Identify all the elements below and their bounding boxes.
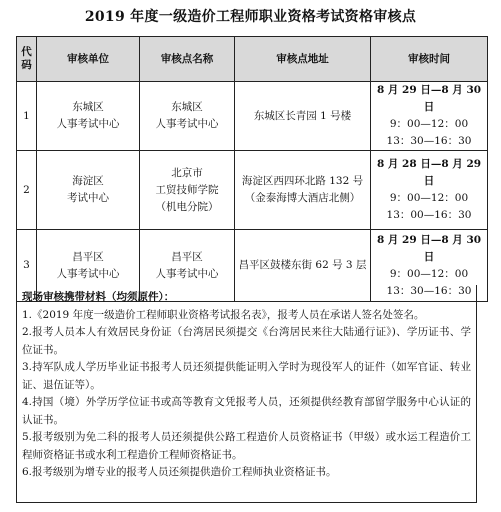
row-date: 8 月 29 日—8 月 30 日 (376, 84, 482, 113)
row-code: 1 (17, 82, 37, 151)
header-time: 审核时间 (371, 37, 488, 82)
row-point-name: 东城区 人事考试中心 (140, 82, 235, 151)
row-address: 东城区长青园 1 号楼 (235, 82, 371, 151)
row-code: 3 (17, 230, 37, 302)
table-row (17, 151, 488, 230)
materials-section (16, 285, 477, 503)
row-afternoon: 13：30—16：30 (386, 135, 472, 147)
materials-item: 2.报考人员本人有效居民身份证（台湾居民须提交《台湾居民来往大陆通行证》)、学历证书、学位证书。 (22, 326, 471, 356)
table-header-row (17, 37, 488, 82)
row-date: 8 月 29 日—8 月 30 日 (376, 233, 482, 263)
header-code (17, 37, 37, 82)
page-title: 2019 年度一级造价工程师职业资格考试资格审核点 (84, 9, 417, 25)
row-unit: 昌平区 人事考试中心 (37, 230, 140, 302)
row-unit: 海淀区 考试中心 (37, 151, 140, 230)
row-address: 昌平区鼓楼东街 62 号 3 层 (235, 230, 371, 302)
row-morning: 9：00—12：00 (389, 192, 469, 204)
row-afternoon: 13：30—16：30 (386, 284, 472, 297)
row-unit: 东城区 人事考试中心 (37, 82, 140, 151)
row-code: 2 (17, 151, 37, 230)
table-row (17, 82, 488, 151)
header-point-name: 审核点名称 (140, 37, 235, 82)
row-afternoon: 13：00—16：30 (386, 209, 472, 221)
row-point-name: 昌平区 人事考试中心 (140, 230, 235, 302)
row-time (371, 82, 488, 151)
row-date: 8 月 28 日—8 月 29 日 (376, 158, 482, 187)
materials-item: 1.《2019 年度一级造价工程师职业资格考试报名表》，报考人员在承诺人签名处签名。 (22, 308, 425, 321)
materials-item: 5.报考级别为免二科的报考人员还须提供公路工程造价人员资格证书（甲级）或水运工程造价工程师资格证书或水利工程造价工程师资格证书。 (22, 431, 471, 461)
materials-item: 4.持国（境）外学历学位证书或高等教育文凭报考人员，还须提供经教育部留学服务中心认证的认证书。 (22, 396, 471, 426)
materials-item: 3.持军队成人学历毕业证书报考人员还须提供能证明入学时为现役军人的证件（如军官证、转业证、退伍证等）。 (22, 361, 471, 391)
header-code-line-2: 码 (21, 59, 32, 71)
header-unit: 审核单位 (37, 37, 140, 82)
row-address: 海淀区西四环北路 132 号（金泰海博大酒店北侧） (235, 151, 371, 230)
materials-item: 6.报考级别为增专业的报考人员还须提供造价工程师执业资格证书。 (22, 466, 337, 478)
row-morning: 9：00—12：00 (389, 267, 469, 280)
row-point-name: 北京市 工贸技师学院 （机电分院） (140, 151, 235, 230)
materials-heading: 现场审核携带材料（均须原件）： (22, 291, 175, 303)
row-time (371, 151, 488, 230)
review-points-table (16, 36, 488, 302)
row-morning: 9：00—12：00 (389, 118, 469, 130)
header-code-line-1: 代 (21, 46, 32, 58)
header-address: 审核点地址 (235, 37, 371, 82)
